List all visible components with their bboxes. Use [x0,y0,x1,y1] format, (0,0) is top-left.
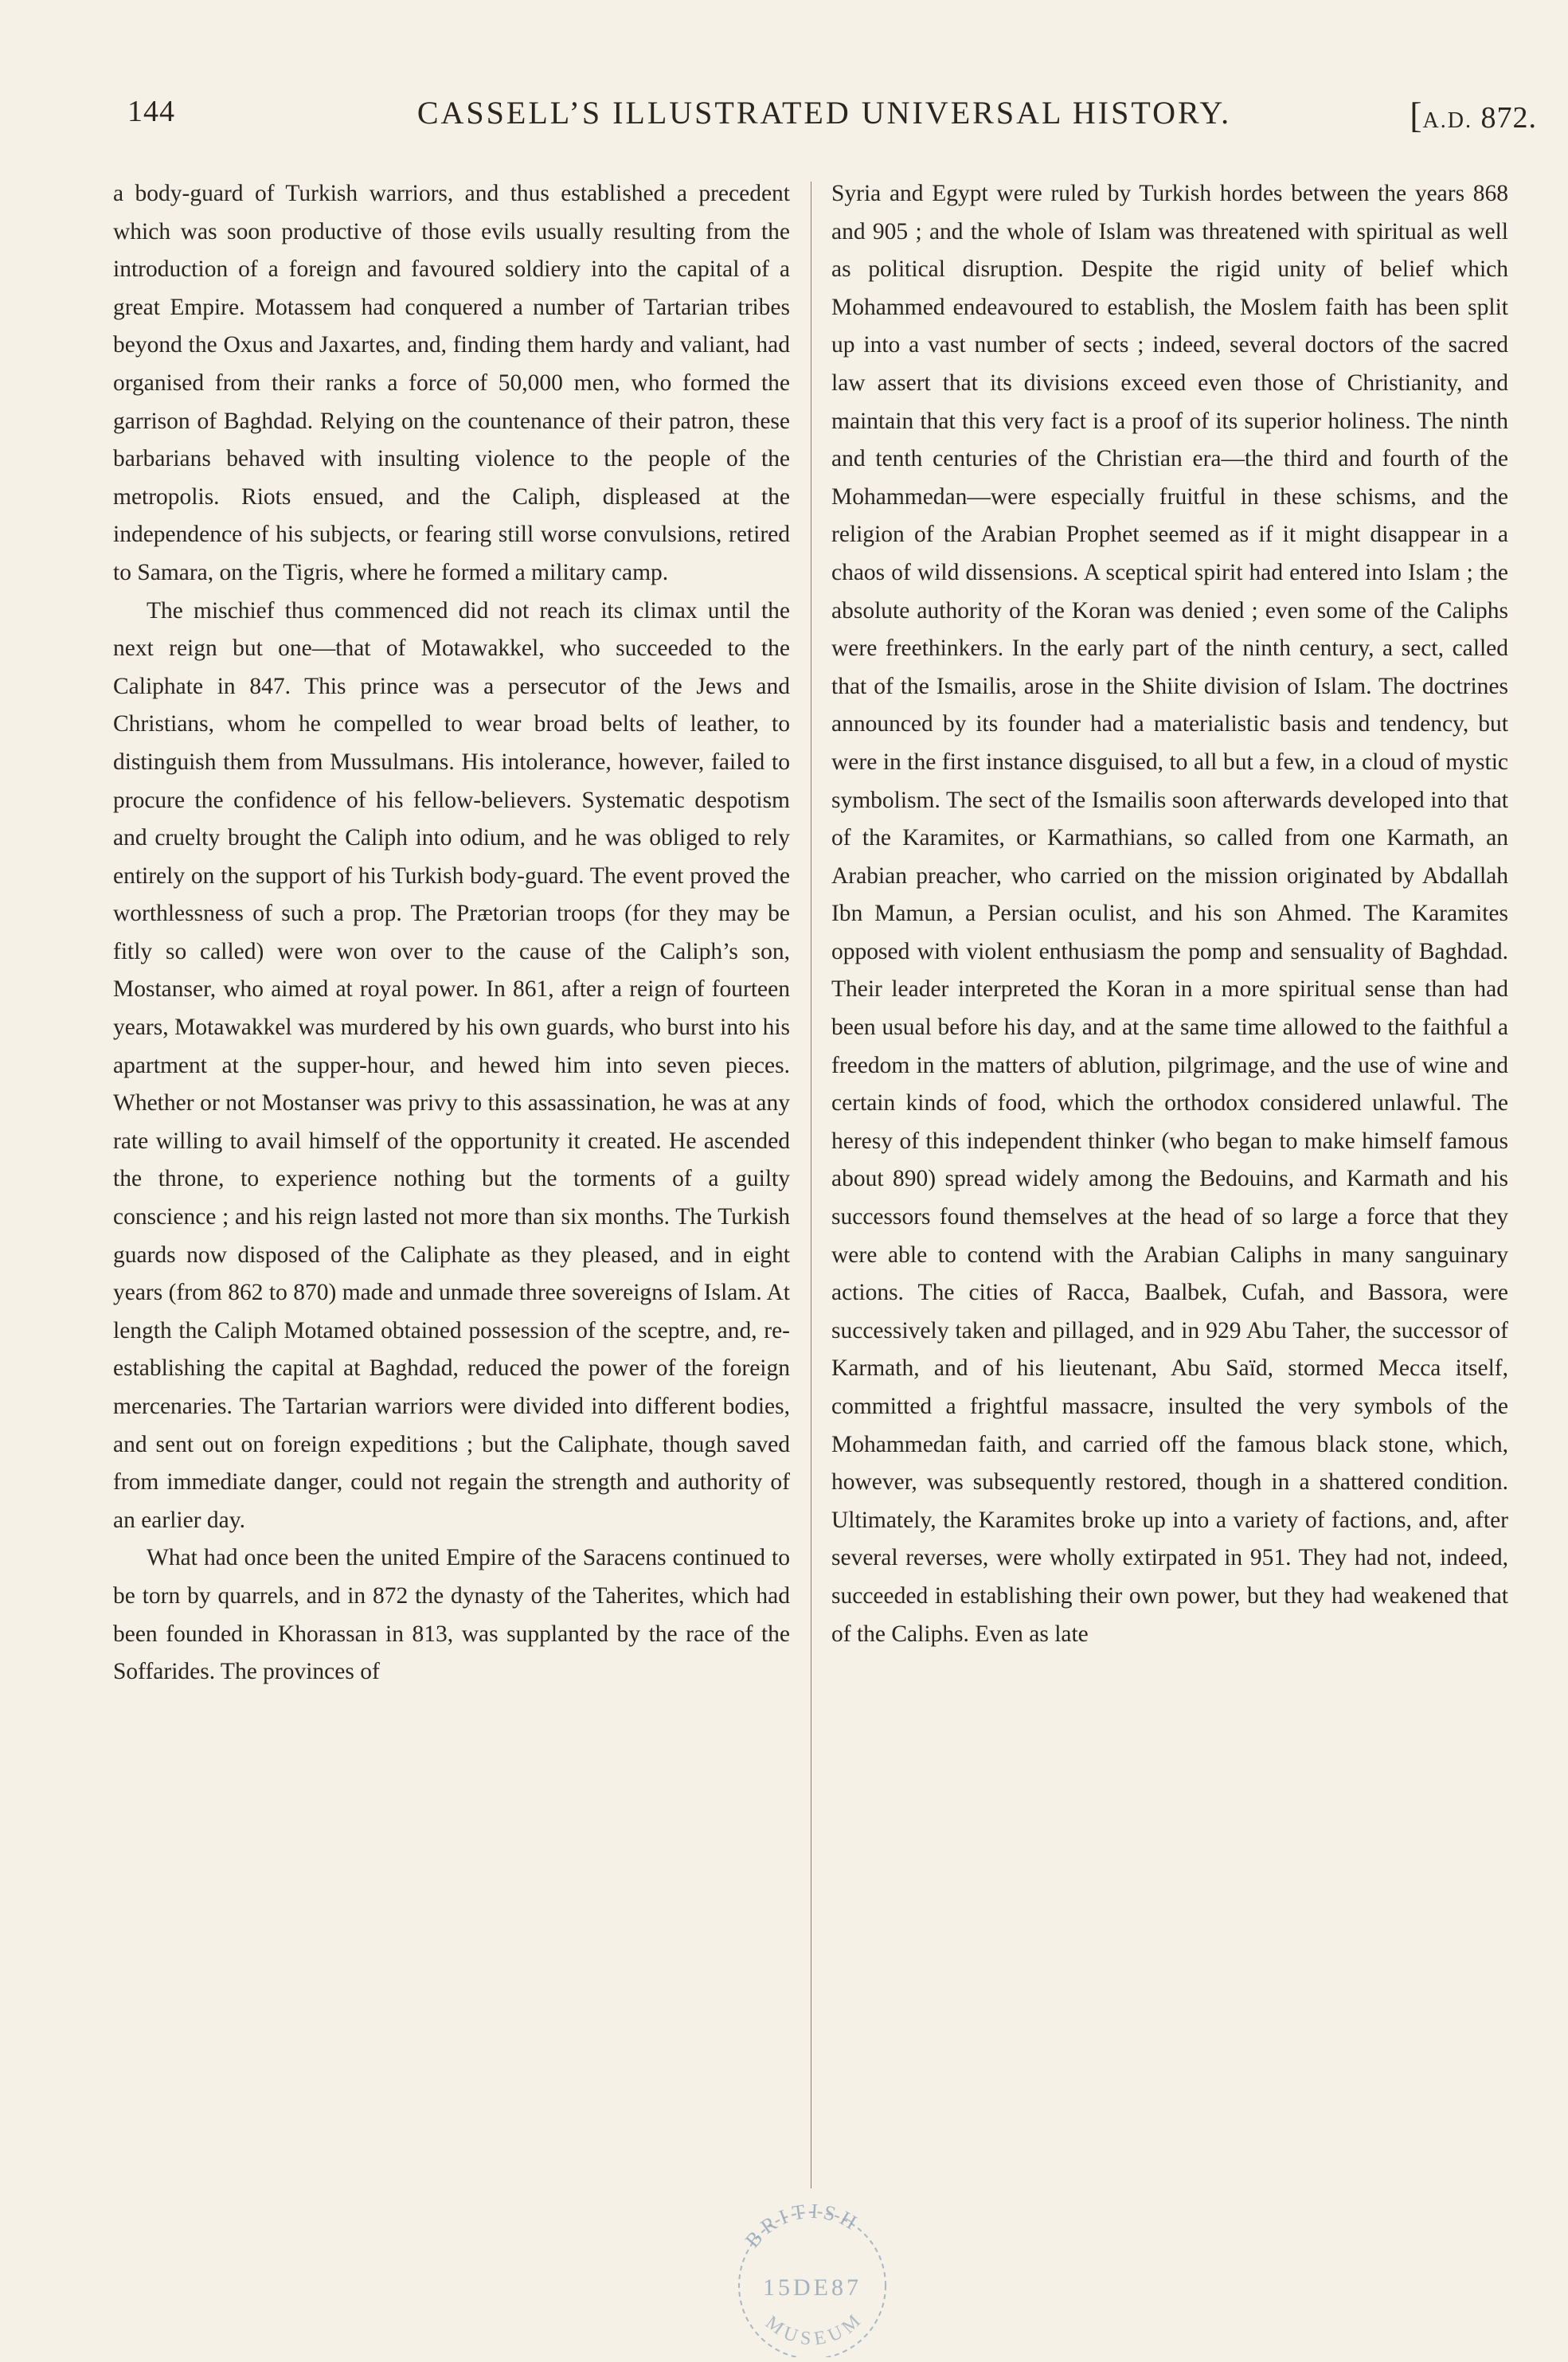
svg-text:MUSEUM [761,2308,868,2349]
left-column [113,175,790,1691]
stamp-middle-text: 15DE87 [763,2274,862,2301]
running-title: CASSELL’S ILLUSTRATED UNIVERSAL HISTORY. [416,95,1232,131]
stamp-top-text: BRITISH [741,2199,865,2252]
left-paragraph-3: What had once been the united Empire of the Saracens continued to be torn by quarrels, and in 872 the dynasty of the Taherites, which had been founded in Khorassan in 813, was supplanted by the race of the Soffarides. The provinces of [113,1545,790,1685]
page-number: 144 [127,95,175,128]
date-bracket: [ [1410,95,1423,135]
date-tag [1410,94,1537,136]
page-header [127,94,1537,142]
library-stamp-graphic [721,2198,904,2357]
date-year: 872. [1472,101,1537,135]
date-era: A.D. [1422,108,1472,133]
right-column [831,175,1508,1653]
svg-text:BRITISH [741,2200,865,2252]
stamp-bottom-text: MUSEUM [761,2308,868,2350]
left-paragraph-2: The mischief thus commenced did not reach its climax until the next reign but one—that of Motawakkel, who succeeded to the Caliphate in 847. This prince was a persecutor of the Jews and Christians, whom he compelled to wear broad belts of leather, to distinguish them from Mussulmans. His intolerance, however, failed to procure the confidence of his fellow-believers. Systematic despotism and cruelty brought the Caliph into odium, and he was obliged to rely entirely on the support of his Turkish body-guard. The event proved the worthlessness of such a prop. The Prætorian troops (for they may be fitly so called) were won over to the cause of the Caliph’s son, Mostanser, who aimed at royal power. In 861, after a reign of fourteen years, Motawakkel was murdered by his own guards, who burst into his apartment at the supper-hour, and hewed him into seven pieces. Whether or not Mostanser was privy to this assassination, he was at any rate willing to avail himself of the opportunity it created. He ascended the throne, to experience nothing but the torments of a guilty conscience ; and his reign lasted not more than six months. The Turkish guards now disposed of the Caliphate as they pleased, and in eight years (from 862 to 870) made and unmade three sovereigns of Islam. At length the Caliph Motamed obtained possession of the sceptre, and, re-establishing the capital at Baghdad, reduced the power of the foreign mercenaries. The Tartarian warriors were divided into different bodies, and sent out on foreign expeditions ; but the Caliphate, though saved from immediate danger, could not regain the strength and authority of an earlier day. [113,597,790,1533]
right-paragraph-1: Syria and Egypt were ruled by Turkish hordes between the years 868 and 905 ; and the whole of Islam was threatened with spiritual as well as political disruption. Despite the rigid unity of belief which Mohammed endeavoured to establish, the Moslem faith has been split up into a vast number of sects ; indeed, several doctors of the sacred law assert that its divisions exceed even those of Christianity, and maintain that this very fact is a proof of its superior holiness. The ninth and tenth centuries of the Christian era—the third and fourth of the Mohammedan—were especially fruitful in these schisms, and the religion of the Arabian Prophet seemed as if it might disappear in a chaos of wild dissensions. A sceptical spirit had entered into Islam ; the absolute authority of the Koran was denied ; even some of the Caliphs were freethinkers. In the early part of the ninth century, a sect, called that of the Ismailis, arose in the Shiite division of Islam. The doctrines announced by its founder had a materialistic basis and tendency, but were in the first instance disguised, to all but a few, in a cloud of mystic symbolism. The sect of the Ismailis soon afterwards developed into that of the Karamites, or Karmathians, so called from one Karmath, an Arabian preacher, who carried on the mission originated by Abdallah Ibn Mamun, a Persian oculist, and his son Ahmed. The Karamites opposed with violent enthusiasm the pomp and sensuality of Baghdad. Their leader interpreted the Koran in a more spiritual sense than had been usual before his day, and at the same time allowed to the faithful a freedom in the matters of ablution, pilgrimage, and the use of wine and certain kinds of food, which the orthodox considered unlawful. The heresy of this independent thinker (who began to make himself famous about 890) spread widely among the Bedouins, and Karmath and his successors found themselves at the head of so large a force that they were able to contend with the Arabian Caliphs in many sanguinary actions. The cities of Racca, Baalbek, Cufah, and Bassora, were successively taken and pillaged, and in 929 Abu Taher, the successor of Karmath, and of his lieutenant, Abu Saïd, stormed Mecca itself, committed a frightful massacre, insulted the very symbols of the Mohammedan faith, and carried off the famous black stone, which, however, was subsequently restored, though in a shattered condition. Ultimately, the Karamites broke up into a variety of factions, and, after several reverses, were wholly extirpated in 951. They had not, indeed, succeeded in establishing their own power, but they had weakened that of the Caliphs. Even as late [831,181,1508,1647]
library-stamp [721,2198,904,2357]
left-paragraph-1: a body-guard of Turkish warriors, and thus established a precedent which was soon productive of those evils usually resulting from the introduction of a foreign and favoured soldiery into the capital of a great Empire. Motassem had conquered a number of Tartarian tribes beyond the Oxus and Jaxartes, and, finding them hardy and valiant, had organised from their ranks a force of 50,000 men, who formed the garrison of Baghdad. Relying on the countenance of their patron, these barbarians behaved with insulting violence to the people of the metropolis. Riots ensued, and the Caliph, displeased at the independence of his subjects, or fearing still worse convulsions, retired to Samara, on the Tigris, where he formed a military camp. [113,181,790,585]
